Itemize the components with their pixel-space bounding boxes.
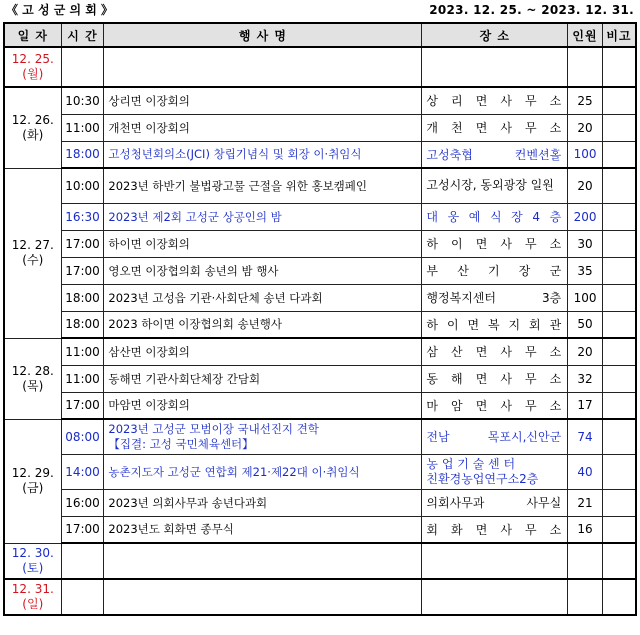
venue-cell: [422, 454, 568, 489]
venue-cell: 전남 목포시,신안군: [422, 419, 568, 454]
organization-title: 《 고 성 군 의 회 》: [6, 3, 114, 17]
time-cell: 10:00: [61, 168, 104, 203]
venue-cell: 고성축협 컨벤션홀: [422, 141, 568, 168]
time-cell: 11:00: [61, 338, 104, 365]
event-cell: [104, 419, 422, 454]
event-title: 2023년 고성군 모범이장 국내선진지 견학: [108, 421, 319, 436]
table-row: [4, 543, 636, 579]
table-header-row: [4, 23, 636, 47]
schedule-header: [6, 3, 634, 17]
people-cell: 100: [568, 284, 603, 311]
event-cell: 삼산면 이장회의: [104, 338, 422, 365]
date-cell: [4, 419, 61, 543]
date-text: 12. 27.: [11, 238, 54, 252]
venue-cell: 마 암 면 사 무 소: [422, 392, 568, 419]
venue-cell: 동 해 면 사 무 소: [422, 365, 568, 392]
time-cell: 18:00: [61, 311, 104, 338]
time-cell: 16:00: [61, 489, 104, 516]
venue-cell: 삼 산 면 사 무 소: [422, 338, 568, 365]
note-cell: [602, 230, 636, 257]
people-cell: 20: [568, 114, 603, 141]
table-row: [4, 392, 636, 419]
venue-cell: 회 화 면 사 무 소: [422, 516, 568, 543]
table-row: [4, 230, 636, 257]
date-cell: [4, 168, 61, 338]
time-cell: 08:00: [61, 419, 104, 454]
people-cell: 20: [568, 338, 603, 365]
note-cell: [602, 87, 636, 114]
table-row: [4, 579, 636, 615]
date-text: 12. 29.: [11, 466, 54, 480]
people-cell: 50: [568, 311, 603, 338]
col-header-time: 시 간: [61, 23, 104, 47]
table-row: [4, 114, 636, 141]
date-text: 12. 28.: [11, 363, 54, 378]
col-header-note: 비고: [602, 23, 636, 47]
date-cell: [4, 47, 61, 87]
note-cell: [602, 257, 636, 284]
date-text: 12. 31.: [11, 582, 54, 596]
table-row: [4, 489, 636, 516]
weekday-text: (금): [22, 481, 44, 495]
table-row: [4, 365, 636, 392]
people-cell: 74: [568, 419, 603, 454]
people-cell: 25: [568, 87, 603, 114]
note-cell: [602, 365, 636, 392]
note-cell: [602, 284, 636, 311]
note-cell: [602, 168, 636, 203]
table-row: [4, 141, 636, 168]
event-cell: 2023년 하반기 불법광고물 근절을 위한 홍보캠페인: [104, 168, 422, 203]
weekday-text: (월): [22, 67, 44, 81]
venue-line-1: 농 업 기 술 센 터: [426, 456, 516, 471]
people-cell: 35: [568, 257, 603, 284]
table-row: [4, 47, 636, 87]
event-cell: 영오면 이장협의회 송년의 밤 행사: [104, 257, 422, 284]
note-cell: [602, 203, 636, 230]
note-cell: [602, 338, 636, 365]
table-row: [4, 284, 636, 311]
people-cell: 17: [568, 392, 603, 419]
event-cell: 개천면 이장회의: [104, 114, 422, 141]
table-row: [4, 203, 636, 230]
table-row: [4, 168, 636, 203]
col-header-event: 행 사 명: [104, 23, 422, 47]
people-cell: 30: [568, 230, 603, 257]
event-cell: 2023 하이면 이장협의회 송년행사: [104, 311, 422, 338]
time-cell: 17:00: [61, 392, 104, 419]
time-cell: 18:00: [61, 284, 104, 311]
event-cell: 2023년 고성읍 기관·사회단체 송년 다과회: [104, 284, 422, 311]
people-cell: 16: [568, 516, 603, 543]
table-row: [4, 454, 636, 489]
table-row: [4, 311, 636, 338]
table-row: [4, 87, 636, 114]
event-subtitle: 【집결: 고성 국민체육센터】: [108, 436, 254, 451]
venue-cell: 고성시장, 동외광장 일원: [422, 168, 568, 203]
date-text: 12. 26.: [11, 112, 54, 127]
schedule-period: 2023. 12. 25. ~ 2023. 12. 31.: [429, 3, 634, 17]
venue-cell: 대 웅 예 식 장 4 층: [422, 203, 568, 230]
table-row: [4, 257, 636, 284]
time-cell: 18:00: [61, 141, 104, 168]
time-cell: 17:00: [61, 230, 104, 257]
event-cell: 마암면 이장회의: [104, 392, 422, 419]
people-cell: 21: [568, 489, 603, 516]
venue-cell: 개 천 면 사 무 소: [422, 114, 568, 141]
col-header-venue: 장 소: [422, 23, 568, 47]
table-row: [4, 338, 636, 365]
venue-line-2: 친환경농업연구소2층: [426, 471, 539, 486]
schedule-table: [3, 22, 637, 616]
people-cell: 32: [568, 365, 603, 392]
event-cell: 고성청년회의소(JCI) 창립기념식 및 회장 이·취임식: [104, 141, 422, 168]
event-cell: 농촌지도자 고성군 연합회 제21·제22대 이·취임식: [104, 454, 422, 489]
col-header-date: 일 자: [4, 23, 61, 47]
venue-cell: 하 이 면 복 지 회 관: [422, 311, 568, 338]
venue-cell: 상 리 면 사 무 소: [422, 87, 568, 114]
people-cell: 20: [568, 168, 603, 203]
venue-cell: 의회사무과 사무실: [422, 489, 568, 516]
time-cell: 17:00: [61, 516, 104, 543]
date-cell: [4, 543, 61, 579]
weekday-text: (토): [22, 560, 44, 575]
people-cell: 40: [568, 454, 603, 489]
note-cell: [602, 311, 636, 338]
note-cell: [602, 114, 636, 141]
event-cell: 2023년 의회사무과 송년다과회: [104, 489, 422, 516]
weekday-text: (일): [22, 597, 44, 611]
weekday-text: (수): [22, 253, 44, 267]
people-cell: 200: [568, 203, 603, 230]
note-cell: [602, 141, 636, 168]
venue-cell: 부 산 기 장 군: [422, 257, 568, 284]
event-cell: 동해면 기관사회단체장 간담회: [104, 365, 422, 392]
event-cell: 하이면 이장회의: [104, 230, 422, 257]
table-row: [4, 419, 636, 454]
note-cell: [602, 454, 636, 489]
people-cell: 100: [568, 141, 603, 168]
event-cell: 2023년 제2회 고성군 상공인의 밤: [104, 203, 422, 230]
weekday-text: (목): [22, 378, 44, 393]
venue-cell: 행정복지센터 3층: [422, 284, 568, 311]
note-cell: [602, 419, 636, 454]
time-cell: 11:00: [61, 114, 104, 141]
note-cell: [602, 392, 636, 419]
time-cell: 16:30: [61, 203, 104, 230]
time-cell: 10:30: [61, 87, 104, 114]
note-cell: [602, 516, 636, 543]
time-cell: 14:00: [61, 454, 104, 489]
time-cell: 11:00: [61, 365, 104, 392]
date-text: 12. 25.: [11, 52, 54, 66]
venue-cell: 하 이 면 사 무 소: [422, 230, 568, 257]
date-cell: [4, 87, 61, 168]
date-text: 12. 30.: [11, 545, 54, 560]
date-cell: [4, 579, 61, 615]
col-header-people: 인원: [568, 23, 603, 47]
event-cell: 2023년도 회화면 종무식: [104, 516, 422, 543]
date-cell: [4, 338, 61, 419]
weekday-text: (화): [22, 127, 44, 142]
table-row: [4, 516, 636, 543]
note-cell: [602, 489, 636, 516]
event-cell: 상리면 이장회의: [104, 87, 422, 114]
time-cell: 17:00: [61, 257, 104, 284]
